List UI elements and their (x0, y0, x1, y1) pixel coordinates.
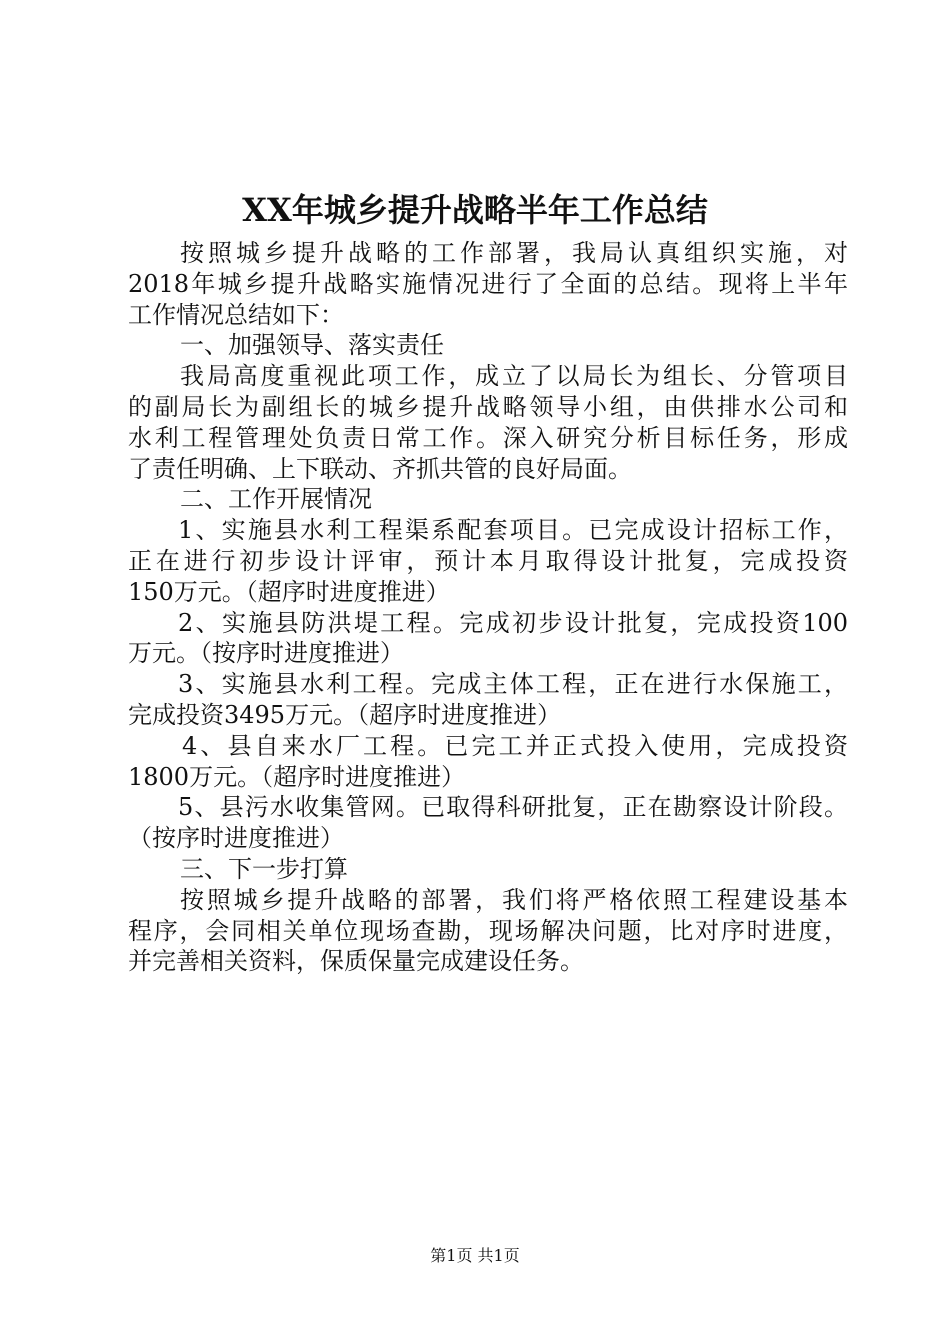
paragraph-line: 按照城乡提升战略的部署，我们将严格依照工程建设基本 (180, 885, 848, 914)
document-body (128, 238, 848, 977)
section-heading: 一、加强领导、落实责任 (180, 331, 444, 360)
list-item-line: 5、县污水收集管网。已取得科研批复，正在勘察设计阶段。 (178, 793, 848, 822)
paragraph-line: 的副局长为副组长的城乡提升战略领导小组，由供排水公司和 (128, 392, 848, 421)
paragraph-line: 我局高度重视此项工作，成立了以局长为组长、分管项目 (180, 362, 848, 391)
paragraph-line: 按照城乡提升战略的工作部署，我局认真组织实施，对 (180, 239, 848, 267)
list-item-line: 4、县自来水厂工程。已完工并正式投入使用，完成投资 (182, 731, 848, 760)
page-footer: 第1页 共1页 (430, 1246, 520, 1265)
paragraph-line: 工作情况总结如下： (128, 300, 344, 329)
list-item-line: 万元。（按序时进度推进） (128, 639, 404, 668)
paragraph-line: 并完善相关资料，保质保量完成建设任务。 (128, 947, 584, 976)
list-item-line: （按序时进度推进） (128, 824, 344, 853)
paragraph-line: 程序，会同相关单位现场查勘，现场解决问题，比对序时进度， (128, 916, 848, 945)
list-item-line: 正在进行初步设计评审，预计本月取得设计批复，完成投资 (128, 546, 848, 575)
list-item-line: 完成投资3495万元。（超序时进度推进） (128, 700, 562, 729)
paragraph-line: 2018年城乡提升战略实施情况进行了全面的总结。现将上半年 (128, 269, 848, 298)
list-item-line: 2、实施县防洪堤工程。完成初步设计批复，完成投资100 (178, 608, 848, 637)
paragraph-line: 水利工程管理处负责日常工作。深入研究分析目标任务，形成 (128, 423, 848, 452)
list-item-line: 1、实施县水利工程渠系配套项目。已完成设计招标工作， (178, 516, 848, 545)
list-item-line: 1800万元。（超序时进度推进） (128, 762, 466, 791)
list-item-line: 150万元。（超序时进度推进） (128, 577, 450, 606)
section-heading: 二、工作开展情况 (180, 485, 372, 514)
document-title: XX年城乡提升战略半年工作总结 (242, 191, 708, 229)
list-item-line: 3、实施县水利工程。完成主体工程，正在进行水保施工， (178, 670, 848, 699)
section-heading: 三、下一步打算 (180, 854, 348, 883)
paragraph-line: 了责任明确、上下联动、齐抓共管的良好局面。 (128, 454, 632, 483)
